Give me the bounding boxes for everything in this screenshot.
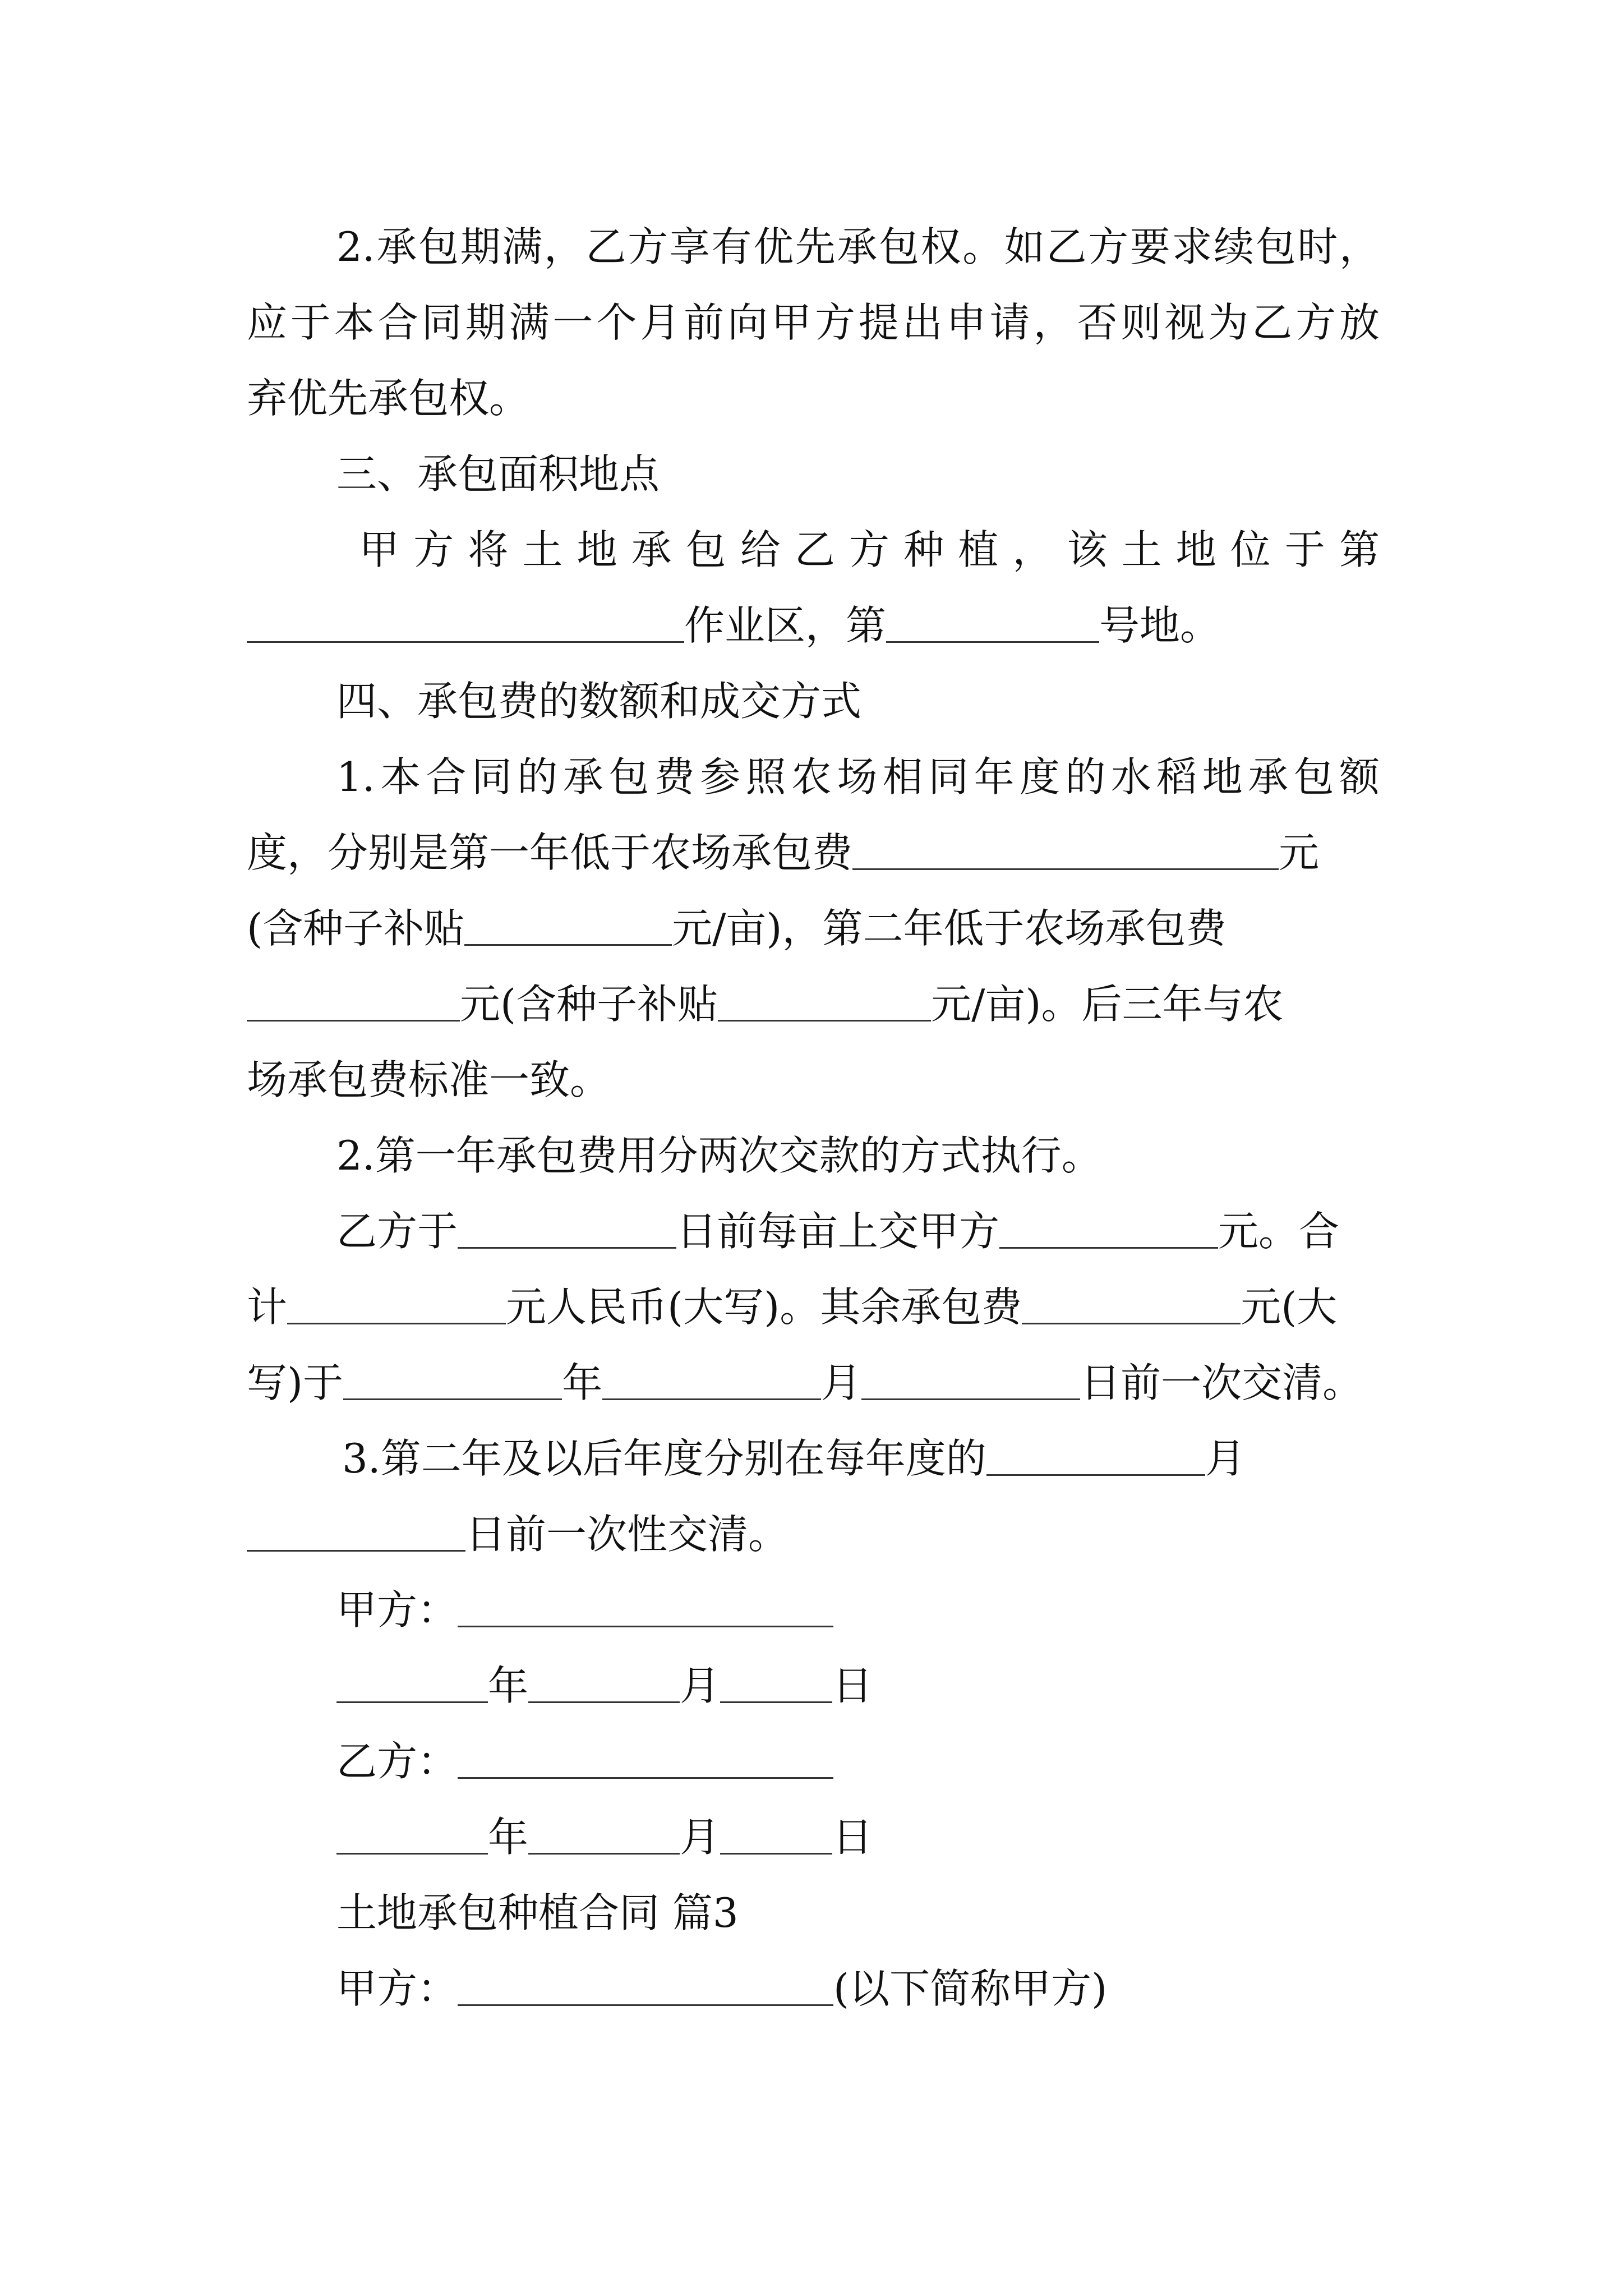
text-segment: 甲方将土地承包给乙方种植，该土地位于第 bbox=[359, 526, 1380, 573]
text-segment: 应于本合同期满一个月前向甲方提出申请，否则视为乙方放 bbox=[247, 299, 1380, 346]
text-segment: 月 bbox=[680, 1662, 721, 1709]
text-segment: 土地承包种植合同 篇3 bbox=[336, 1889, 739, 1936]
fill-in-blank[interactable] bbox=[247, 977, 460, 1022]
paragraph-line bbox=[336, 1203, 1380, 1259]
text-segment: 场承包费标准一致。 bbox=[247, 1056, 611, 1103]
text-segment: 日前一次性交清。 bbox=[465, 1511, 789, 1558]
paragraph-line bbox=[247, 295, 1380, 351]
text-segment: 日前每亩上交甲方 bbox=[676, 1208, 1000, 1255]
text-segment: 元(大 bbox=[1241, 1283, 1338, 1331]
fill-in-blank[interactable] bbox=[886, 599, 1099, 643]
text-segment: 作业区，第 bbox=[684, 602, 887, 649]
fill-in-blank[interactable] bbox=[852, 826, 1279, 870]
text-segment: 日前一次交清。 bbox=[1080, 1359, 1363, 1406]
text-segment: (以下简称甲方) bbox=[833, 1965, 1108, 2012]
paragraph-line bbox=[336, 749, 1380, 805]
fill-in-blank[interactable] bbox=[464, 901, 672, 946]
paragraph-line bbox=[359, 522, 1380, 578]
signature-blank[interactable] bbox=[458, 1734, 833, 1779]
fill-in-blank[interactable] bbox=[999, 1204, 1218, 1249]
text-segment: (含种子补贴 bbox=[247, 905, 465, 952]
text-segment: 乙方于 bbox=[336, 1208, 458, 1255]
paragraph-line bbox=[247, 976, 1380, 1032]
paragraph-line bbox=[247, 825, 1380, 881]
month-blank[interactable] bbox=[528, 1659, 680, 1703]
fill-in-blank[interactable] bbox=[247, 599, 684, 643]
paragraph-line bbox=[336, 1128, 1380, 1184]
text-segment: 度，分别是第一年低于农场承包费 bbox=[247, 829, 853, 876]
text-segment: 元/亩)。后三年与农 bbox=[931, 981, 1284, 1028]
date-line bbox=[336, 1809, 1380, 1865]
section-heading bbox=[336, 673, 1380, 729]
fill-in-blank[interactable] bbox=[718, 977, 931, 1022]
fill-in-blank[interactable] bbox=[602, 1356, 821, 1400]
day-blank[interactable] bbox=[720, 1659, 832, 1703]
fill-in-blank[interactable] bbox=[458, 1962, 833, 2006]
year-blank[interactable] bbox=[336, 1659, 488, 1703]
paragraph-line bbox=[247, 597, 1380, 654]
text-segment: 年 bbox=[488, 1814, 529, 1861]
party-a-signature-line bbox=[336, 1582, 1380, 1638]
signature-blank[interactable] bbox=[458, 1583, 833, 1627]
text-segment: 元 bbox=[1279, 829, 1320, 876]
text-segment: 三、承包面积地点 bbox=[336, 450, 660, 498]
fill-in-blank[interactable] bbox=[1022, 1280, 1241, 1324]
date-line bbox=[336, 1658, 1380, 1714]
text-segment: 月 bbox=[680, 1814, 721, 1861]
paragraph-line bbox=[336, 219, 1380, 275]
text-segment: 甲方： bbox=[336, 1586, 458, 1634]
fill-in-blank[interactable] bbox=[986, 1432, 1205, 1476]
contract-title bbox=[336, 1885, 1380, 1941]
text-segment: 日 bbox=[832, 1814, 873, 1861]
text-segment: 元(含种子补贴 bbox=[460, 981, 718, 1028]
day-blank[interactable] bbox=[720, 1810, 832, 1855]
paragraph-line bbox=[247, 1279, 1380, 1335]
text-segment: 计 bbox=[247, 1283, 288, 1331]
paragraph-line bbox=[247, 1052, 1380, 1108]
paragraph-line bbox=[247, 370, 1380, 426]
text-segment: 年 bbox=[562, 1359, 603, 1406]
text-segment: 2.第一年承包费用分两次交款的方式执行。 bbox=[336, 1132, 1102, 1179]
fill-in-blank[interactable] bbox=[458, 1204, 676, 1249]
text-segment: 元/亩)，第二年低于农场承包费 bbox=[672, 905, 1227, 952]
text-segment: 写)于 bbox=[247, 1359, 344, 1406]
fill-in-blank[interactable] bbox=[247, 1507, 465, 1552]
paragraph-line bbox=[247, 1506, 1380, 1562]
section-heading bbox=[336, 446, 1380, 502]
text-segment: 3.第二年及以后年度分别在每年度的 bbox=[342, 1435, 986, 1482]
text-segment: 年 bbox=[488, 1662, 529, 1709]
text-segment: 元人民币(大写)。其余承包费 bbox=[506, 1283, 1022, 1331]
party-a-line bbox=[336, 1961, 1380, 2017]
month-blank[interactable] bbox=[528, 1810, 680, 1855]
text-segment: 弃优先承包权。 bbox=[247, 375, 530, 422]
year-blank[interactable] bbox=[336, 1810, 488, 1855]
fill-in-blank[interactable] bbox=[861, 1356, 1080, 1400]
text-segment: 乙方： bbox=[336, 1738, 458, 1785]
party-b-signature-line bbox=[336, 1733, 1380, 1789]
text-segment: 2.承包期满，乙方享有优先承包权。如乙方要求续包时， bbox=[336, 223, 1380, 270]
text-segment: 1.本合同的承包费参照农场相同年度的水稻地承包额 bbox=[336, 753, 1380, 800]
fill-in-blank[interactable] bbox=[343, 1356, 562, 1400]
text-segment: 月 bbox=[1205, 1435, 1246, 1482]
text-segment: 甲方： bbox=[336, 1965, 458, 2012]
text-segment: 日 bbox=[832, 1662, 873, 1709]
text-segment: 四、承包费的数额和成交方式 bbox=[336, 678, 862, 725]
paragraph-line bbox=[247, 900, 1380, 956]
text-segment: 元。合 bbox=[1218, 1208, 1340, 1255]
text-segment: 月 bbox=[821, 1359, 862, 1406]
text-segment: 号地。 bbox=[1099, 602, 1221, 649]
paragraph-line bbox=[247, 1355, 1380, 1411]
paragraph-line bbox=[342, 1430, 1475, 1487]
fill-in-blank[interactable] bbox=[287, 1280, 506, 1324]
